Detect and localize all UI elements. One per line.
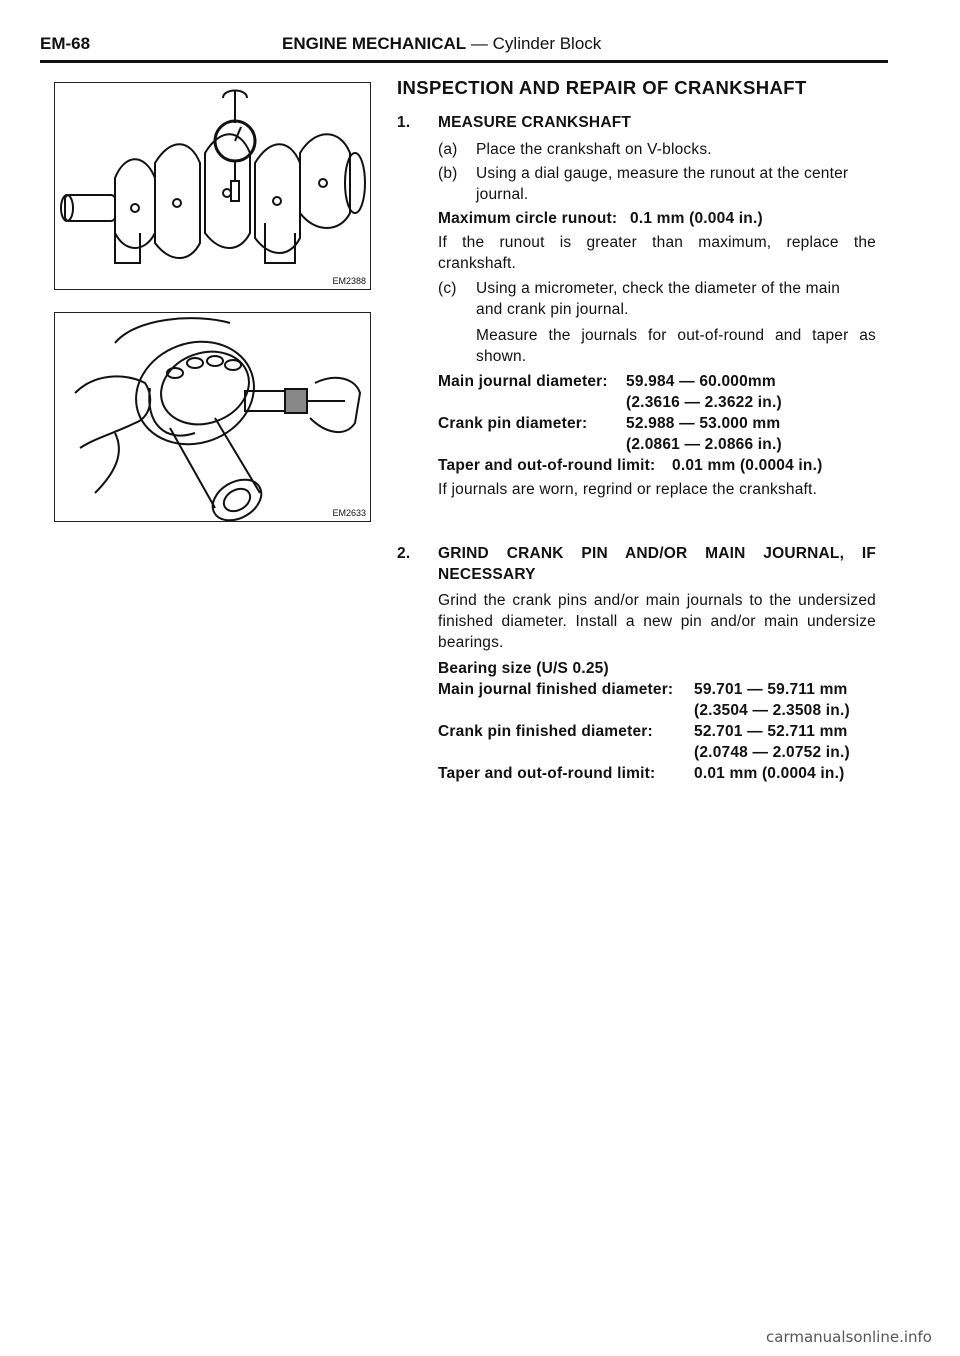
step1-b-text-1: Using a dial gauge, measure the runout at the center xyxy=(476,165,849,182)
main-finished-label: Main journal finished diameter: xyxy=(438,681,674,698)
step2-para-2: finished diameter. Install a new pin and/or main undersize xyxy=(438,613,876,630)
step2-heading-2: NECESSARY xyxy=(438,566,536,583)
crankshaft-micrometer-measurement-icon xyxy=(55,313,370,521)
crankshaft-runout-figure xyxy=(54,82,371,290)
main-journal-mm: 59.984 — 60.000mm xyxy=(626,373,776,390)
measure-text-2: shown. xyxy=(476,348,527,365)
step2-para-3: bearings. xyxy=(438,634,504,651)
step1-b-text-2: journal. xyxy=(476,186,529,203)
header-rule xyxy=(40,60,888,63)
runout-note-1: If the runout is greater than maximum, replace the xyxy=(438,234,876,251)
step2-heading-1: GRIND CRANK PIN AND/OR MAIN JOURNAL, IF xyxy=(438,545,876,562)
taper-limit-value: 0.01 mm (0.0004 in.) xyxy=(672,457,823,474)
crank-pin-mm: 52.988 — 53.000 mm xyxy=(626,415,781,432)
step1-c-text-1: Using a micrometer, check the diameter of the main xyxy=(476,280,841,297)
step2-number: 2. xyxy=(397,545,411,562)
main-finished-in: (2.3504 — 2.3508 in.) xyxy=(694,702,850,719)
header-dash: — xyxy=(470,34,488,53)
micrometer-figure xyxy=(54,312,371,522)
max-runout-value: 0.1 mm (0.004 in.) xyxy=(630,210,763,227)
step1-c-text-2: and crank pin journal. xyxy=(476,301,629,318)
main-journal-label: Main journal diameter: xyxy=(438,373,608,390)
page-header-title xyxy=(282,34,601,54)
main-journal-in: (2.3616 — 2.3622 in.) xyxy=(626,394,782,411)
crankshaft-runout-dial-gauge-icon xyxy=(55,83,370,289)
pin-finished-label: Crank pin finished diameter: xyxy=(438,723,653,740)
step2-taper-value: 0.01 mm (0.0004 in.) xyxy=(694,765,845,782)
measure-text-1: Measure the journals for out-of-round and taper as xyxy=(476,327,876,344)
step2-taper-label: Taper and out-of-round limit: xyxy=(438,765,656,782)
pin-finished-mm: 52.701 — 52.711 mm xyxy=(694,723,848,740)
step1-a-text: Place the crankshaft on V-blocks. xyxy=(476,141,712,158)
footer-watermark: carmanualsonline.info xyxy=(766,1328,932,1346)
section-title: ENGINE MECHANICAL xyxy=(282,34,467,53)
runout-note-2: crankshaft. xyxy=(438,255,517,272)
page-title: INSPECTION AND REPAIR OF CRANKSHAFT xyxy=(397,77,807,98)
figure-code-em2388: EM2388 xyxy=(332,276,366,286)
crank-pin-in: (2.0861 — 2.0866 in.) xyxy=(626,436,782,453)
worn-note: If journals are worn, regrind or replace the crankshaft. xyxy=(438,481,818,498)
step1-c-label: (c) xyxy=(438,280,457,297)
step1-a-label: (a) xyxy=(438,141,458,158)
page-code: EM-68 xyxy=(40,34,91,53)
pin-finished-in: (2.0748 — 2.0752 in.) xyxy=(694,744,850,761)
crank-pin-label: Crank pin diameter: xyxy=(438,415,588,432)
step1-heading: MEASURE CRANKSHAFT xyxy=(438,114,632,131)
taper-limit-label: Taper and out-of-round limit: xyxy=(438,457,656,474)
figure-code-em2633: EM2633 xyxy=(332,508,366,518)
main-finished-mm: 59.701 — 59.711 mm xyxy=(694,681,848,698)
bearing-size: Bearing size (U/S 0.25) xyxy=(438,660,609,677)
step1-number: 1. xyxy=(397,114,411,131)
step2-para-1: Grind the crank pins and/or main journals to the undersized xyxy=(438,592,876,609)
step1-b-label: (b) xyxy=(438,165,458,182)
max-runout-label: Maximum circle runout: xyxy=(438,210,618,227)
subsection-title: Cylinder Block xyxy=(492,34,602,53)
